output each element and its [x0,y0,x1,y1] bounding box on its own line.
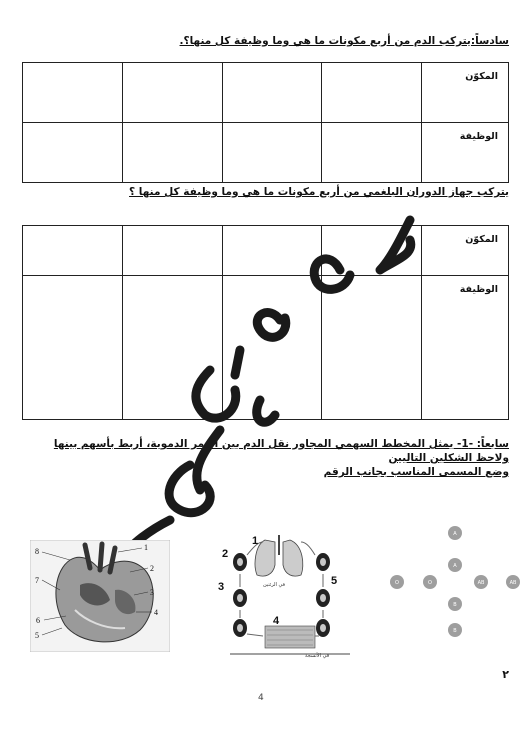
group-o-inner: O [428,580,432,586]
group-ab-center: AB [477,580,485,586]
heart-label-1: 1 [144,543,148,552]
row-label-function: الوظيفة [422,276,509,420]
q7-line1: سابعاً: -1- يمثل المخطط السهمي المجاور نقل الدم بين الزمر الدموية، أربط بأسهم بينها ولاحظ الشكلين التاليين [53,438,509,464]
group-b-bottom: B [453,628,457,634]
tissue-caption: في الأنسجة [305,653,330,659]
heart-diagram [30,540,170,652]
heart-label-2: 2 [150,564,154,573]
row-label-component: المكوّن [422,63,509,123]
blood-group-diagram [385,520,525,650]
cell[interactable] [23,123,123,183]
circulation-diagram [215,530,355,660]
group-o-outer: O [395,580,399,586]
group-b-lower: B [453,602,457,608]
cell[interactable] [222,63,322,123]
circulation-label-5: 5 [331,575,338,587]
heart-label-3: 3 [150,588,154,597]
row-label-function: الوظيفة [422,123,509,183]
cell[interactable] [322,123,422,183]
cell[interactable] [122,276,222,420]
cell[interactable] [122,226,222,276]
q6b-title: يتركب جهاز الدوران البلغمي من أربع مكونات ما هي وما وظيفة كل منها ؟ [129,186,509,198]
cell[interactable] [222,276,322,420]
cell[interactable] [322,226,422,276]
cell[interactable] [122,123,222,183]
heart-label-4: 4 [154,608,158,617]
lymphatic-components-table [22,225,509,420]
circulation-label-3: 3 [218,581,225,593]
heart-label-7: 7 [35,576,39,585]
group-a-upper: A [453,563,457,569]
circulation-label-4: 4 [273,615,280,627]
q7-line2: وضع المسمى المناسب بجانب الرقم [323,466,509,478]
circulation-label-2: 2 [222,548,229,560]
heart-label-6: 6 [36,616,40,625]
q7-text [24,437,509,479]
cell[interactable] [222,226,322,276]
row-label-component: المكوّن [422,226,509,276]
q6-title: سادساً:يتركب الدم من أربع مكونات ما هي وما وظيفة كل منها؟. [179,35,509,47]
lungs-caption: في الرئتين [263,582,286,588]
heart-label-8: 8 [35,547,39,556]
cell[interactable] [23,226,123,276]
cell[interactable] [23,63,123,123]
heart-label-5: 5 [35,631,39,640]
group-a-top: A [453,531,457,537]
cell[interactable] [222,123,322,183]
cell[interactable] [322,276,422,420]
page-number: 4 [258,693,264,703]
cell[interactable] [322,63,422,123]
cell[interactable] [122,63,222,123]
cell[interactable] [23,276,123,420]
group-ab-outer: AB [509,580,517,586]
mark-number: ٢ [502,668,509,681]
circulation-label-1: 1 [252,535,259,547]
blood-components-table [22,62,509,183]
